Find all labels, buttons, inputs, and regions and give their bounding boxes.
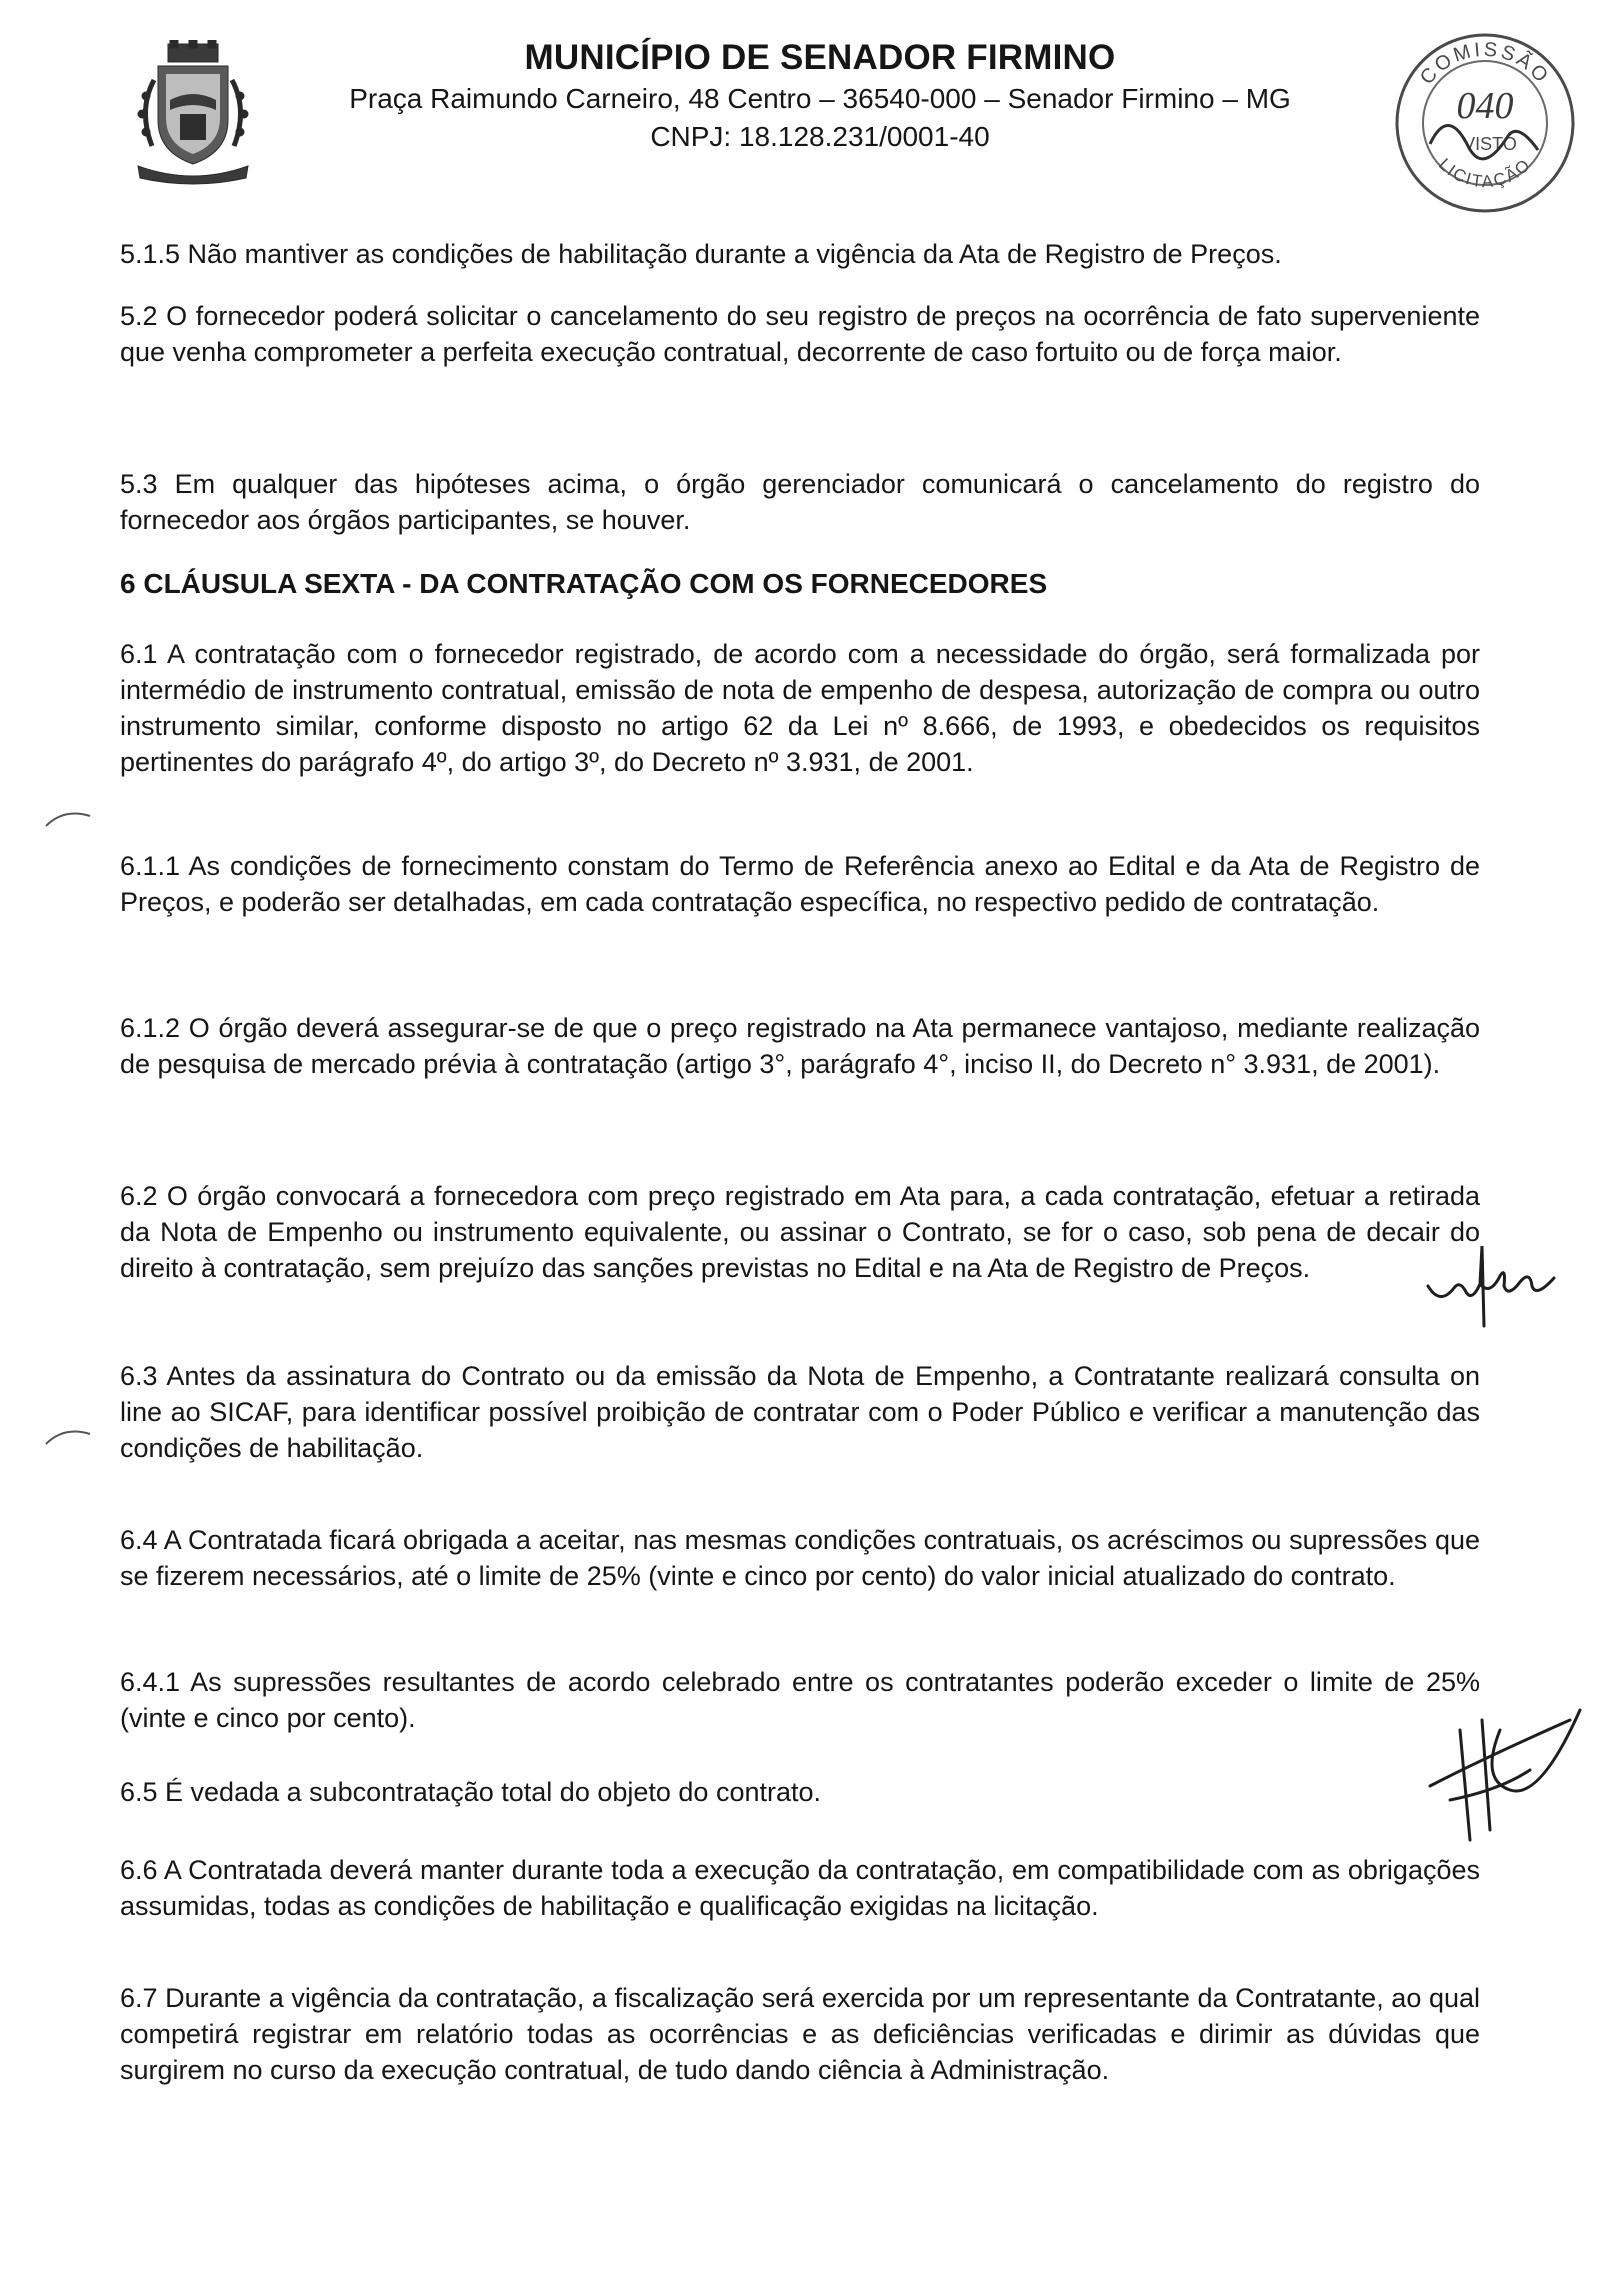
paragraph-6-6: 6.6 A Contratada deverá manter durante toda a execução da contratação, em compatibilidade com as obrigações assumidas, todas as condições de habilitação e qualificação exigidas na licitação. [120,1855,1480,1921]
margin-mark [44,1424,94,1448]
handwritten-initials-signature [1420,1226,1570,1336]
paragraph-5-1-5: 5.1.5 Não mantiver as condições de habilitação durante a vigência da Ata de Registro de Preços. [120,239,1282,269]
paragraph-6-1: 6.1 A contratação com o fornecedor registrado, de acordo com a necessidade do órgão, será formalizada por intermédio de instrumento contratual, emissão de nota de empenho de despesa, autorização de compra ou outro instrumento similar, conforme disposto no artigo 62 da Lei nº 8.666, de 1993, e obedecidos os requisitos pertinentes do parágrafo 4º, do artigo 3º, do Decreto nº 3.931, de 2001. [120,639,1480,777]
section-6-heading: 6 CLÁUSULA SEXTA - DA CONTRATAÇÃO COM OS FORNECEDORES [120,568,1048,599]
municipality-address: Praça Raimundo Carneiro, 48 Centro – 36540-000 – Senador Firmino – MG [349,83,1291,114]
stamp-top-text: COMISSÃO [1415,38,1555,89]
municipality-cnpj: CNPJ: 18.128.231/0001-40 [650,121,990,152]
paragraph-6-1-2: 6.1.2 O órgão deverá assegurar-se de que o preço registrado na Ata permanece vantajoso, mediante realização de pesquisa de mercado prévia à contratação (artigo 3°, parágrafo 4°, inciso II, do Decreto n° 3.931, de 2001). [120,1013,1480,1079]
stamp-bottom-text: LICITAÇÃO [1435,154,1536,192]
handwritten-signature [1420,1690,1590,1850]
municipal-crest-logo [128,40,258,190]
svg-text:COMISSÃO [1416,39,1554,89]
commission-stamp [1388,26,1582,220]
paragraph-6-3: 6.3 Antes da assinatura do Contrato ou da emissão da Nota de Empenho, a Contratante realizará consulta on line ao SICAF, para identificar possível proibição de contratar com o Poder Público e verificar a manutenção das condições de habilitação. [120,1361,1480,1463]
paragraph-6-4: 6.4 A Contratada ficará obrigada a aceitar, nas mesmas condições contratuais, os acréscimos ou supressões que se fizerem necessários, até o limite de 25% (vinte e cinco por cento) do valor inicial atualizado do contrato. [120,1525,1480,1591]
stamp-middle-text: VISTO [1463,134,1517,154]
paragraph-6-7: 6.7 Durante a vigência da contratação, a fiscalização será exercida por um representante da Contratante, ao qual competirá registrar em relatório todas as ocorrências e as deficiências verificadas e dirimir as dúvidas que surgirem no curso da execução contratual, de tudo dando ciência à Administração. [120,1983,1480,2085]
margin-mark [44,806,94,830]
paragraph-6-4-1: 6.4.1 As supressões resultantes de acordo celebrado entre os contratantes poderão exceder o limite de 25% (vinte e cinco por cento). [120,1667,1480,1733]
paragraph-6-2: 6.2 O órgão convocará a fornecedora com preço registrado em Ata para, a cada contratação, efetuar a retirada da Nota de Empenho ou instrumento equivalente, ou assinar o Contrato, se for o caso, sob pena de decair do direito à contratação, sem prejuízo das sanções previstas no Edital e na Ata de Registro de Preços. [120,1181,1480,1283]
stamp-number: 040 [1456,85,1514,127]
paragraph-6-5: 6.5 É vedada a subcontratação total do objeto do contrato. [120,1777,821,1807]
municipality-title: MUNICÍPIO DE SENADOR FIRMINO [524,38,1116,77]
paragraph-5-2: 5.2 O fornecedor poderá solicitar o cancelamento do seu registro de preços na ocorrência de fato superveniente que venha comprometer a perfeita execução contratual, decorrente de caso fortuito ou de força maior. [120,301,1480,367]
paragraph-6-1-1: 6.1.1 As condições de fornecimento constam do Termo de Referência anexo ao Edital e da Ata de Registro de Preços, e poderão ser detalhadas, em cada contratação específica, no respectivo pedido de contratação. [120,851,1480,917]
paragraph-5-3: 5.3 Em qualquer das hipóteses acima, o órgão gerenciador comunicará o cancelamento do registro do fornecedor aos órgãos participantes, se houver. [120,469,1480,535]
letterhead [320,36,1320,156]
